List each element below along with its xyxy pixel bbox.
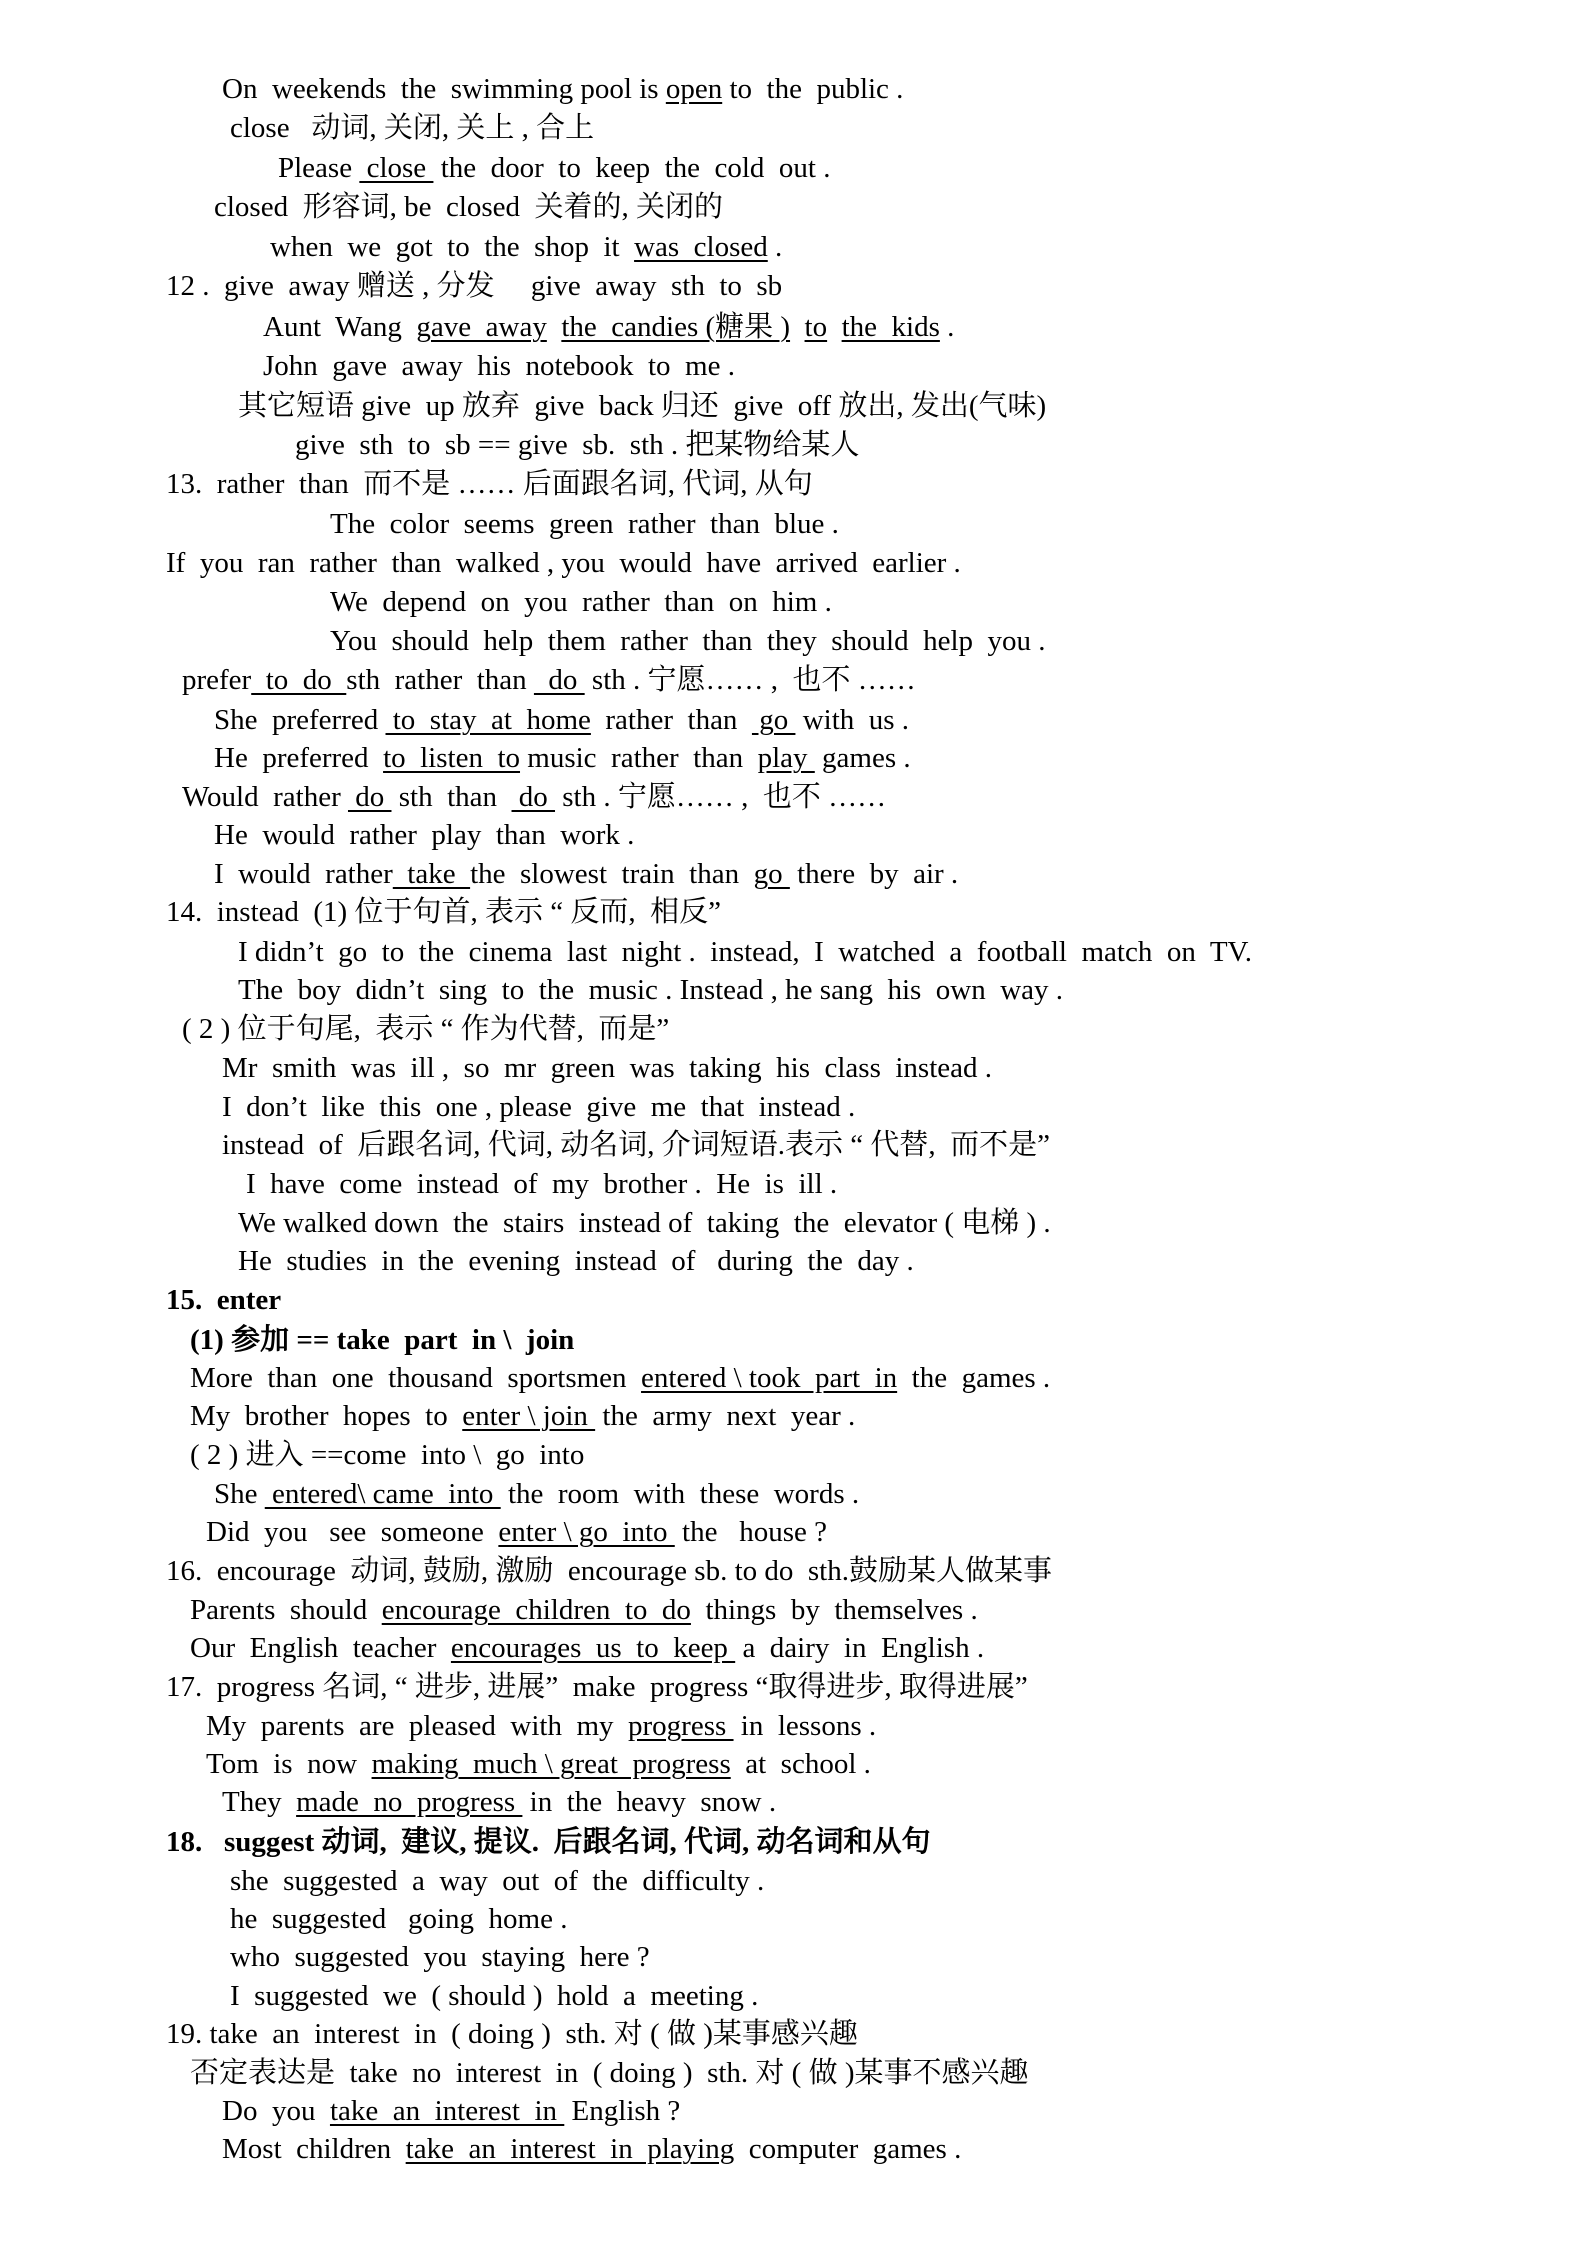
text-line [238,1243,914,1279]
text-segment: a dairy in English . [735,1632,985,1664]
underlined-answer: encourage children to do [381,1594,691,1626]
underlined-answer: the candies (糖果 ) [561,311,791,343]
text-segment: (1) 参加 == take part in \ join [190,1324,575,1356]
text-segment: I have come instead of my brother . He is ill . [246,1168,838,1200]
underlined-answer: gave away [416,311,547,343]
text-segment: We walked down the stairs instead of taking the elevator ( 电梯 ) . [238,1207,1051,1239]
text-segment: ( 2 ) 位于句尾, 表示 “ 作为代替, 而是” [182,1013,670,1045]
underlined-answer: enter \ go into [498,1516,675,1548]
text-segment: My brother hopes to [190,1400,463,1432]
underlined-answer: to listen to [383,742,521,774]
text-segment [547,311,562,343]
text-line [238,1205,1051,1241]
text-segment: rather than [590,704,752,736]
text-line [222,71,903,107]
text-segment: the games . [897,1362,1051,1394]
text-segment: who suggested you staying here ? [230,1941,650,1973]
text-line [166,2016,858,2052]
text-segment: Do you [222,2095,330,2127]
text-segment: . [939,311,955,343]
text-segment: I don’t like this one , please give me that instead . [222,1091,856,1123]
text-segment: I suggested we ( should ) hold a meeting . [230,1980,759,2012]
text-segment: the door to keep the cold out . [433,152,831,184]
text-line [263,309,954,345]
text-segment: the army next year . [595,1400,856,1432]
text-segment: she suggested a way out of the difficulty . [230,1865,765,1897]
text-segment: The color seems green rather than blue . [330,508,839,540]
text-segment: 15. enter [166,1284,282,1316]
text-line [166,466,813,502]
text-line [166,268,782,304]
text-line [166,1553,1052,1589]
text-line [230,1939,650,1975]
text-line [206,1514,827,1550]
underlined-answer: take [392,858,471,890]
text-segment: give sth to sb == give sb. sth . 把某物给某人 [295,429,860,461]
text-line [166,894,721,930]
text-segment: If you ran rather than walked , you would have arrived earlier . [166,547,961,579]
text-segment: instead of 后跟名词, 代词, 动名词, 介词短语.表示 “ 代替, 而不是” [222,1129,1051,1161]
text-segment: I didn’t go to the cinema last night . instead, I watched a football match on TV. [238,936,1252,968]
text-line [182,662,916,698]
text-segment: 19. take an interest in ( doing ) sth. 对 ( 做 )某事感兴趣 [166,2018,858,2050]
text-segment: computer games . [734,2133,962,2165]
text-segment: things by themselves . [690,1594,978,1626]
text-line [214,740,911,776]
text-segment: 14. instead (1) 位于句首, 表示 “ 反而, 相反” [166,896,721,928]
text-segment: there by air . [789,858,959,890]
text-line [190,1630,984,1666]
text-segment: in the heavy snow . [522,1786,777,1818]
text-segment: 16. encourage 动词, 鼓励, 激励 encourage sb. to do sth.鼓励某人做某事 [166,1555,1052,1587]
text-segment: Our English teacher [190,1632,451,1664]
text-segment: They [222,1786,297,1818]
text-segment [790,311,805,343]
text-line [222,1784,776,1820]
text-segment: We depend on you rather than on him . [330,586,832,618]
text-segment: English ? [564,2095,681,2127]
underlined-answer: take an interest in [329,2095,565,2127]
text-line [238,388,1046,424]
text-segment: My parents are pleased with my [206,1710,629,1742]
text-segment: the slowest train than [470,858,754,890]
underlined-answer: enter \ join [462,1400,596,1432]
text-segment: with us . [795,704,910,736]
underlined-answer: go [751,704,796,736]
text-segment: sth . 宁愿…… , 也不 …… [555,781,887,813]
text-line [270,229,782,265]
text-segment: music rather than [520,742,758,774]
text-segment: close 动词, 关闭, 关上 , 合上 [230,112,595,144]
text-segment: when we got to the shop it [270,231,635,263]
text-line [182,1011,669,1047]
text-segment: 否定表达是 take no interest in ( doing ) sth. 对 ( 做 )某事不感兴趣 [190,2057,1029,2089]
text-line [295,427,859,463]
text-segment: Did you see someone [206,1516,499,1548]
text-segment: You should help them rather than they should help you . [330,625,1046,657]
text-segment: Mr smith was ill , so mr green was taking his class instead . [222,1052,993,1084]
underlined-answer: play [757,742,815,774]
text-segment: prefer [182,664,252,696]
text-segment: closed 形容词, be closed 关着的, 关闭的 [214,191,724,223]
text-line [214,189,723,225]
text-line [330,506,839,542]
text-line [206,1746,871,1782]
text-line [214,702,909,738]
text-line [230,1901,567,1937]
text-line [214,856,958,892]
text-segment: He would rather play than work . [214,819,635,851]
underlined-answer: do [347,781,392,813]
text-segment: 13. rather than 而不是 …… 后面跟名词, 代词, 从句 [166,468,813,500]
text-line [230,1978,758,2014]
text-segment: at school . [730,1748,871,1780]
text-segment: He studies in the evening instead of during the day . [238,1245,914,1277]
underlined-answer: close [359,152,434,184]
text-line [222,1050,992,1086]
text-line [222,2131,961,2167]
text-segment: 17. progress 名词, “ 进步, 进展” make progress “取得进步, 取得进展” [166,1671,1028,1703]
text-line [190,2055,1029,2091]
text-segment: 18. suggest 动词, 建议, 提议. 后跟名词, 代词, 动名词和从句 [166,1826,931,1858]
text-segment: to the public . [722,73,904,105]
underlined-answer: do [511,781,556,813]
underlined-answer: go [753,858,790,890]
text-segment: 其它短语 give up 放弃 give back 归还 give off 放出, 发出(气味) [238,390,1047,422]
text-segment: he suggested going home . [230,1903,568,1935]
text-line [238,972,1063,1008]
text-line [222,2093,680,2129]
text-segment: Please [278,152,360,184]
text-segment: Aunt Wang [263,311,417,343]
text-line [214,817,634,853]
text-line [190,1398,855,1434]
underlined-answer: encourages us to keep [450,1632,736,1664]
text-segment: sth rather than [346,664,534,696]
text-line [166,1824,930,1860]
text-segment: sth than [391,781,512,813]
underlined-answer: do [533,664,585,696]
text-segment: On weekends the swimming pool is [222,73,666,105]
text-segment: the house ? [674,1516,827,1548]
text-segment: More than one thousand sportsmen [190,1362,642,1394]
underlined-answer: the kids [841,311,940,343]
text-line [246,1166,837,1202]
underlined-answer: to stay at home [385,704,591,736]
text-segment: Most children [222,2133,406,2165]
underlined-answer: was closed [634,231,768,263]
text-segment: 12 . give away 赠送 , 分发 give away sth to sb [166,270,783,302]
underlined-answer: take an interest in playing [405,2133,735,2165]
text-line [222,1089,855,1125]
text-line [190,1360,1050,1396]
text-segment: in lessons . [733,1710,877,1742]
text-segment: the room with these words . [500,1478,860,1510]
underlined-answer: made no progress [296,1786,523,1818]
text-line [166,545,961,581]
text-line [190,1592,978,1628]
text-line [190,1437,584,1473]
text-line [206,1708,876,1744]
text-segment: games . [814,742,911,774]
underlined-answer: entered \ took part in [641,1362,898,1394]
text-line [222,1127,1050,1163]
underlined-answer: progress [628,1710,734,1742]
text-segment: The boy didn’t sing to the music . Instead , he sang his own way . [238,974,1064,1006]
text-segment: Parents should [190,1594,382,1626]
text-segment: Would rather [182,781,348,813]
text-line [182,779,886,815]
text-line [278,150,831,186]
text-segment: John gave away his notebook to me . [263,350,735,382]
text-segment: sth . 宁愿…… , 也不 …… [584,664,916,696]
text-segment: She [214,1478,265,1510]
text-line [330,623,1046,659]
underlined-answer: to [804,311,828,343]
text-segment: . [767,231,783,263]
text-line [330,584,832,620]
text-line [238,934,1252,970]
text-line [263,348,735,384]
text-line [230,110,594,146]
text-segment: She preferred [214,704,386,736]
text-segment [827,311,842,343]
text-segment: ( 2 ) 进入 ==come into \ go into [190,1439,585,1471]
text-segment: He preferred [214,742,384,774]
underlined-answer: to do [251,664,347,696]
underlined-answer: making much \ great progress [371,1748,731,1780]
text-line [166,1282,281,1318]
underlined-answer: open [665,73,723,105]
text-segment: I would rather [214,858,393,890]
text-line [214,1476,859,1512]
text-line [230,1863,764,1899]
text-segment: Tom is now [206,1748,372,1780]
underlined-answer: entered\ came into [264,1478,501,1510]
text-line [190,1322,574,1358]
text-line [166,1669,1028,1705]
